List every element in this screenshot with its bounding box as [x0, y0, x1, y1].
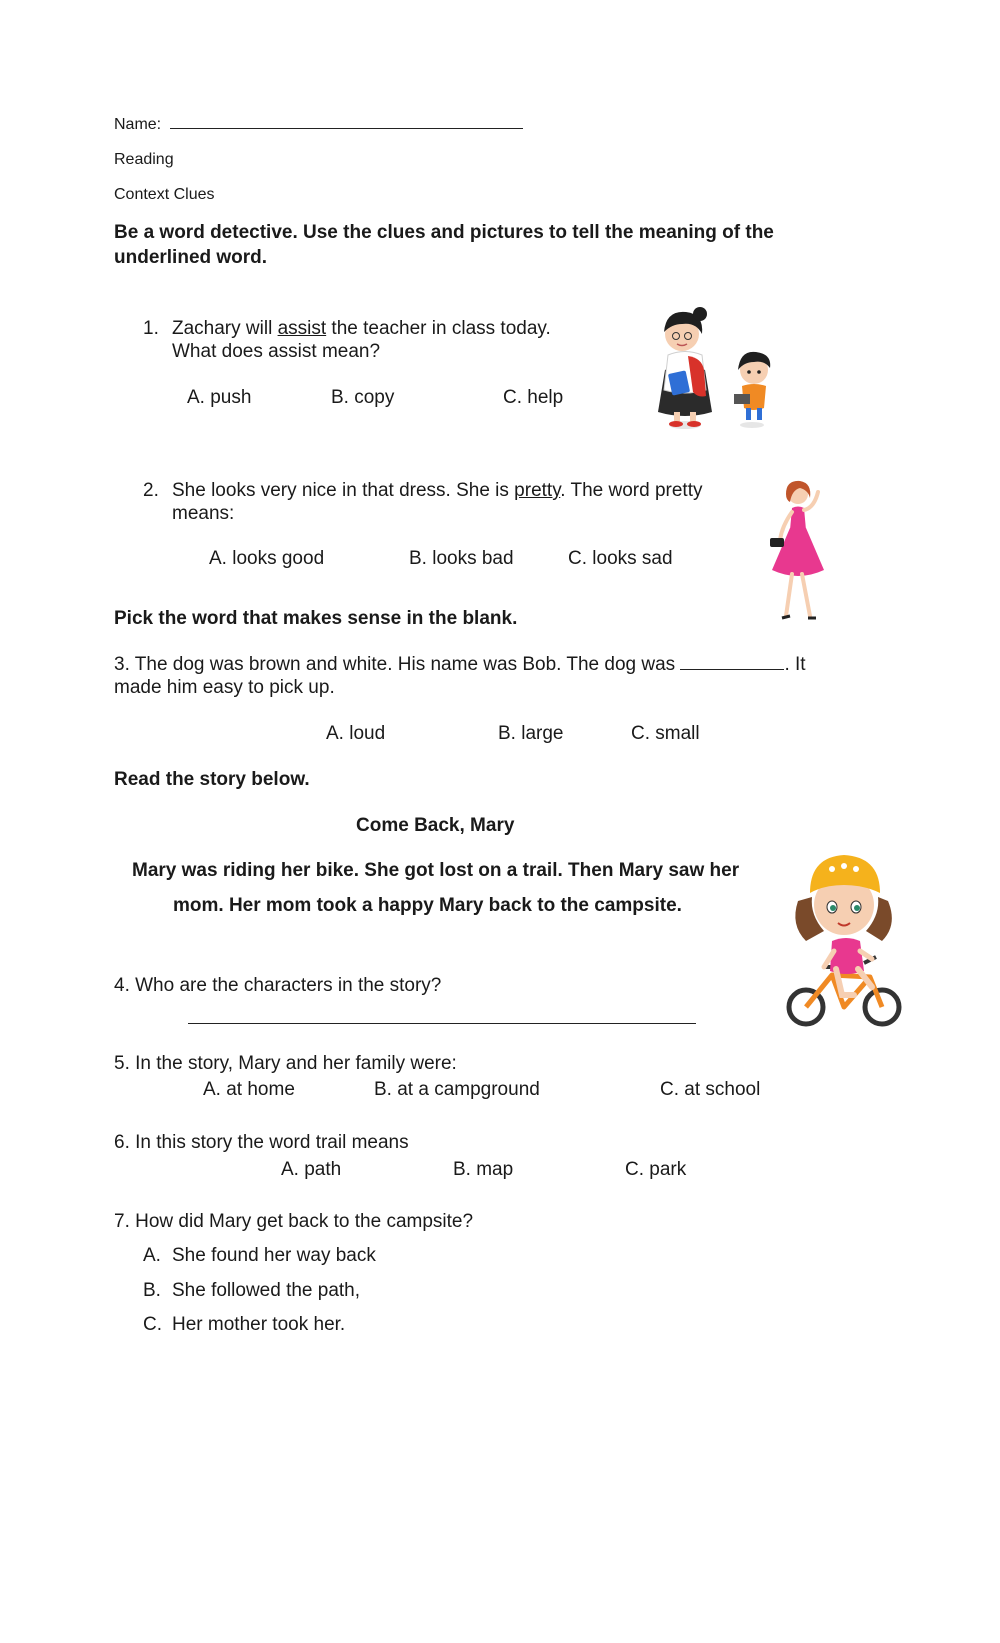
q2-option-a[interactable]: A. looks good: [209, 548, 325, 569]
q5-text: 5. In the story, Mary and her family were:: [114, 1053, 457, 1074]
instructions-line-2: underlined word.: [114, 247, 268, 268]
subject-label: Reading: [114, 151, 174, 168]
q1-line-1: [172, 318, 551, 340]
q5-option-a[interactable]: A. at home: [203, 1079, 295, 1100]
q7-option-b-letter: B.: [143, 1280, 161, 1301]
q1-text-post: the teacher in class today.: [326, 318, 551, 339]
topic-label: Context Clues: [114, 186, 215, 203]
q3-option-a[interactable]: A. loud: [326, 723, 386, 744]
story-line-2: mom. Her mom took a happy Mary back to the campsite.: [173, 895, 682, 916]
q7-option-a-letter: A.: [143, 1245, 161, 1266]
q7-option-a[interactable]: She found her way back: [172, 1245, 376, 1266]
instructions-line-1: Be a word detective. Use the clues and pictures to tell the meaning of the: [114, 222, 774, 243]
q1-underlined-word: assist: [277, 318, 327, 339]
q7-option-b[interactable]: She followed the path,: [172, 1280, 361, 1301]
q7-option-c-letter: C.: [143, 1314, 162, 1335]
q1-option-a[interactable]: A. push: [187, 387, 252, 408]
q6-option-a[interactable]: A. path: [281, 1159, 342, 1180]
q2-underlined-word: pretty: [514, 480, 561, 501]
name-label: Name:: [114, 116, 162, 133]
q3-line-1: [114, 654, 806, 676]
woman-in-dress-illustration: [758, 478, 838, 630]
q1-number: 1.: [143, 318, 159, 339]
q2-number: 2.: [143, 480, 159, 501]
story-title: Come Back, Mary: [356, 815, 515, 836]
student-figure: [734, 352, 770, 428]
q1-text-pre: Zachary will: [172, 318, 278, 339]
q4-answer-line[interactable]: [188, 1022, 696, 1024]
q6-text: 6. In this story the word trail means: [114, 1132, 409, 1153]
q2-option-c[interactable]: C. looks sad: [568, 548, 673, 569]
q3-line-2: made him easy to pick up.: [114, 677, 335, 698]
q2-text-post: . The word pretty: [560, 480, 703, 501]
q5-option-b[interactable]: B. at a campground: [374, 1079, 540, 1100]
q7-option-c[interactable]: Her mother took her.: [172, 1314, 346, 1335]
q2-option-b[interactable]: B. looks bad: [409, 548, 514, 569]
q3-option-c[interactable]: C. small: [631, 723, 700, 744]
q6-option-b[interactable]: B. map: [453, 1159, 514, 1180]
teacher-figure: [658, 307, 712, 429]
instructions-part-3: Read the story below.: [114, 769, 310, 790]
story-line-1: Mary was riding her bike. She got lost on a trail. Then Mary saw her: [132, 860, 740, 881]
q3-answer-blank[interactable]: [680, 669, 784, 670]
q5-option-c[interactable]: C. at school: [660, 1079, 761, 1100]
instructions-part-2: Pick the word that makes sense in the blank.: [114, 608, 518, 629]
q1-line-2: What does assist mean?: [172, 341, 381, 362]
q1-option-c[interactable]: C. help: [503, 387, 564, 408]
q7-text: 7. How did Mary get back to the campsite?: [114, 1211, 474, 1232]
q3-option-b[interactable]: B. large: [498, 723, 564, 744]
q2-line-2: means:: [172, 503, 235, 524]
q2-text-pre: She looks very nice in that dress. She is: [172, 480, 515, 501]
teacher-student-illustration: [630, 300, 805, 438]
girl-on-bike-illustration: [780, 845, 925, 1035]
q3-text-post: . It: [784, 654, 806, 675]
name-line: [114, 116, 523, 134]
q6-option-c[interactable]: C. park: [625, 1159, 687, 1180]
q4-text: 4. Who are the characters in the story?: [114, 975, 442, 996]
q2-line-1: [172, 480, 703, 502]
q3-text-pre: 3. The dog was brown and white. His name was Bob. The dog was: [114, 654, 676, 675]
q1-option-b[interactable]: B. copy: [331, 387, 395, 408]
name-blank[interactable]: [170, 128, 523, 129]
